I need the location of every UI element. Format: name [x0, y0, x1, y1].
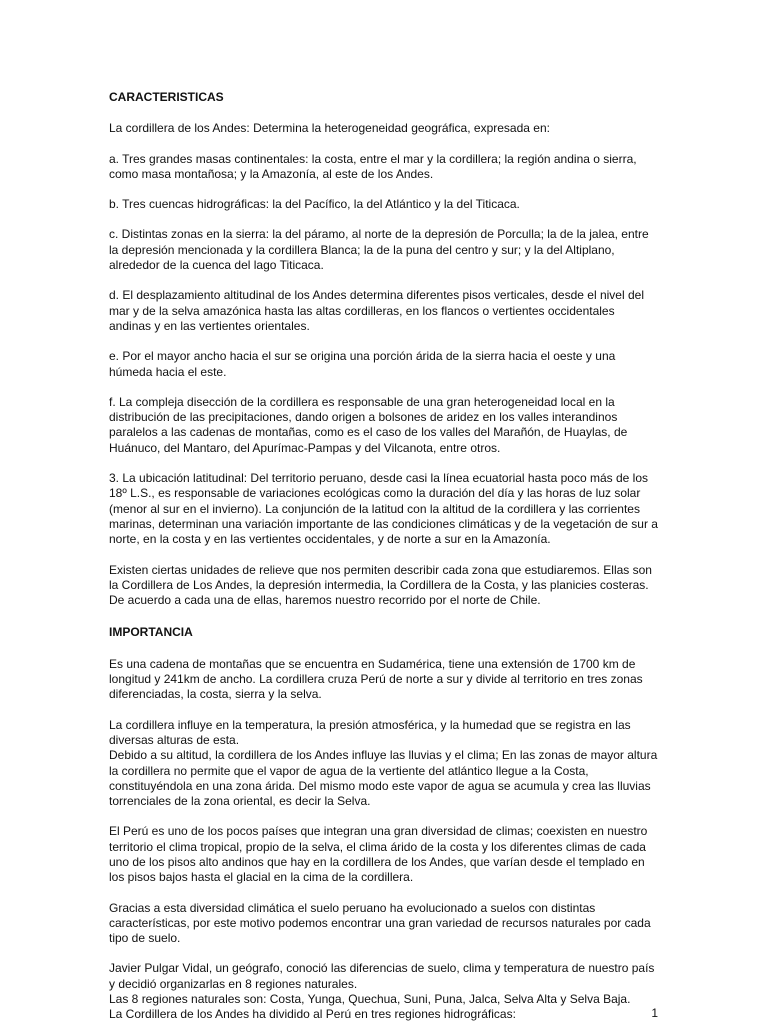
page-number: 1	[651, 1006, 658, 1020]
paragraph-influye: La cordillera influye en la temperatura, la presión atmosférica, y la humedad que se registra en las diversas alturas de esta.	[109, 717, 631, 747]
paragraph-intro: La cordillera de los Andes: Determina la heterogeneidad geográfica, expresada en:	[109, 121, 550, 136]
paragraph-c: c. Distintas zonas en la sierra: la del páramo, al norte de la depresión de Porculla; la de la jalea, entre la depresión mencionada y la cordillera Blanca; la de la puna del centro y sur; y la del Altiplano, alrededor de la cuenca del lago Titicaca.	[109, 227, 649, 273]
paragraph-b: b. Tres cuencas hidrográficas: la del Pacífico, la del Atlántico y la del Titicaca.	[109, 197, 520, 212]
paragraph-cadena: Es una cadena de montañas que se encuentra en Sudamérica, tiene una extensión de 1700 km de longitud y 241km de ancho. La cordillera cruza Perú de norte a sur y divide al territorio en tres zonas diferenciadas, la costa, sierra y la selva.	[109, 656, 643, 702]
section-heading-importancia: IMPORTANCIA	[109, 625, 193, 640]
paragraph-f: f. La compleja disección de la cordillera es responsable de una gran heterogeneidad local en la distribución de las precipitaciones, dando origen a bolsones de aridez en los valles interandinos paralelos a las cadenas de montañas, como es el caso de los valles del Marañón, de Huaylas, de Huánuco, del Mantaro, del Apurímac-Pampas y del Vilcanota, entre otros.	[109, 394, 628, 455]
paragraph-altitud: Debido a su altitud, la cordillera de los Andes influye las lluvias y el clima; En las zonas de mayor altura la cordillera no permite que el vapor de agua de la vertiente del atlántico llegue a la Costa, constituyéndola en una zona árida. Del mismo modo este vapor de agua se acumula y crea las lluvias torrenciales de la zona oriental, es decir la Selva.	[109, 748, 658, 809]
paragraph-pulgar-vidal: Javier Pulgar Vidal, un geógrafo, conoció las diferencias de suelo, clima y temperatura de nuestro país y decidió organizarlas en 8 regiones naturales.	[109, 961, 655, 991]
paragraph-a: a. Tres grandes masas continentales: la costa, entre el mar y la cordillera; la región andina o sierra, como masa montañosa; y la Amazonía, al este de los Andes.	[109, 151, 637, 181]
paragraph-hidrograficas: La Cordillera de los Andes ha dividido al Perú en tres regiones hidrográficas:	[109, 1007, 516, 1022]
paragraph-e: e. Por el mayor ancho hacia el sur se origina una porción árida de la sierra hacia el oeste y una húmeda hacia el este.	[109, 349, 616, 379]
paragraph-d: d. El desplazamiento altitudinal de los Andes determina diferentes pisos verticales, desde el nivel del mar y de la selva amazónica hasta las altas cordilleras, en los flancos o vertientes occidentales andinas y en las vertientes orientales.	[109, 288, 644, 333]
paragraph-regiones: Las 8 regiones naturales son: Costa, Yunga, Quechua, Suni, Puna, Jalca, Selva Alta y Selva Baja.	[109, 992, 631, 1007]
paragraph-unidades-relieve: Existen ciertas unidades de relieve que nos permiten describir cada zona que estudiaremos. Ellas son la Cordillera de Los Andes, la depresión intermedia, la Cordillera de la Costa, y las planicies costeras. De acuerdo a cada una de ellas, haremos nuestro recorrido por el norte de Chile.	[109, 562, 652, 608]
paragraph-climas: El Perú es uno de los pocos países que integran una gran diversidad de climas; coexisten en nuestro territorio el clima tropical, propio de la selva, el clima árido de la costa y los diferentes climas de cada uno de los pisos alto andinos que hay en la cordillera de los Andes, que varían desde el templado en los pisos bajos hasta el glacial en la cima de la cordillera.	[109, 824, 648, 885]
paragraph-ubicacion: 3. La ubicación latitudinal: Del territorio peruano, desde casi la línea ecuatorial hasta poco más de los 18º L.S., es responsable de variaciones ecológicas como la duración del día y las horas de luz solar (menor al sur en el invierno). La conjunción de la latitud con la altitud de la cordillera y las corrientes marinas, determinan una variación importante de las condiciones climáticas y de la vegetación de sur a norte, en la costa y en las vertientes occidentales, y de norte a sur en la Amazonía.	[109, 471, 658, 547]
section-heading-caracteristicas: CARACTERISTICAS	[109, 90, 224, 104]
document-page	[109, 90, 659, 1023]
paragraph-suelos: Gracias a esta diversidad climática el suelo peruano ha evolucionado a suelos con distintas características, por este motivo podemos encontrar una gran variedad de recursos naturales por cada tipo de suelo.	[109, 900, 651, 946]
